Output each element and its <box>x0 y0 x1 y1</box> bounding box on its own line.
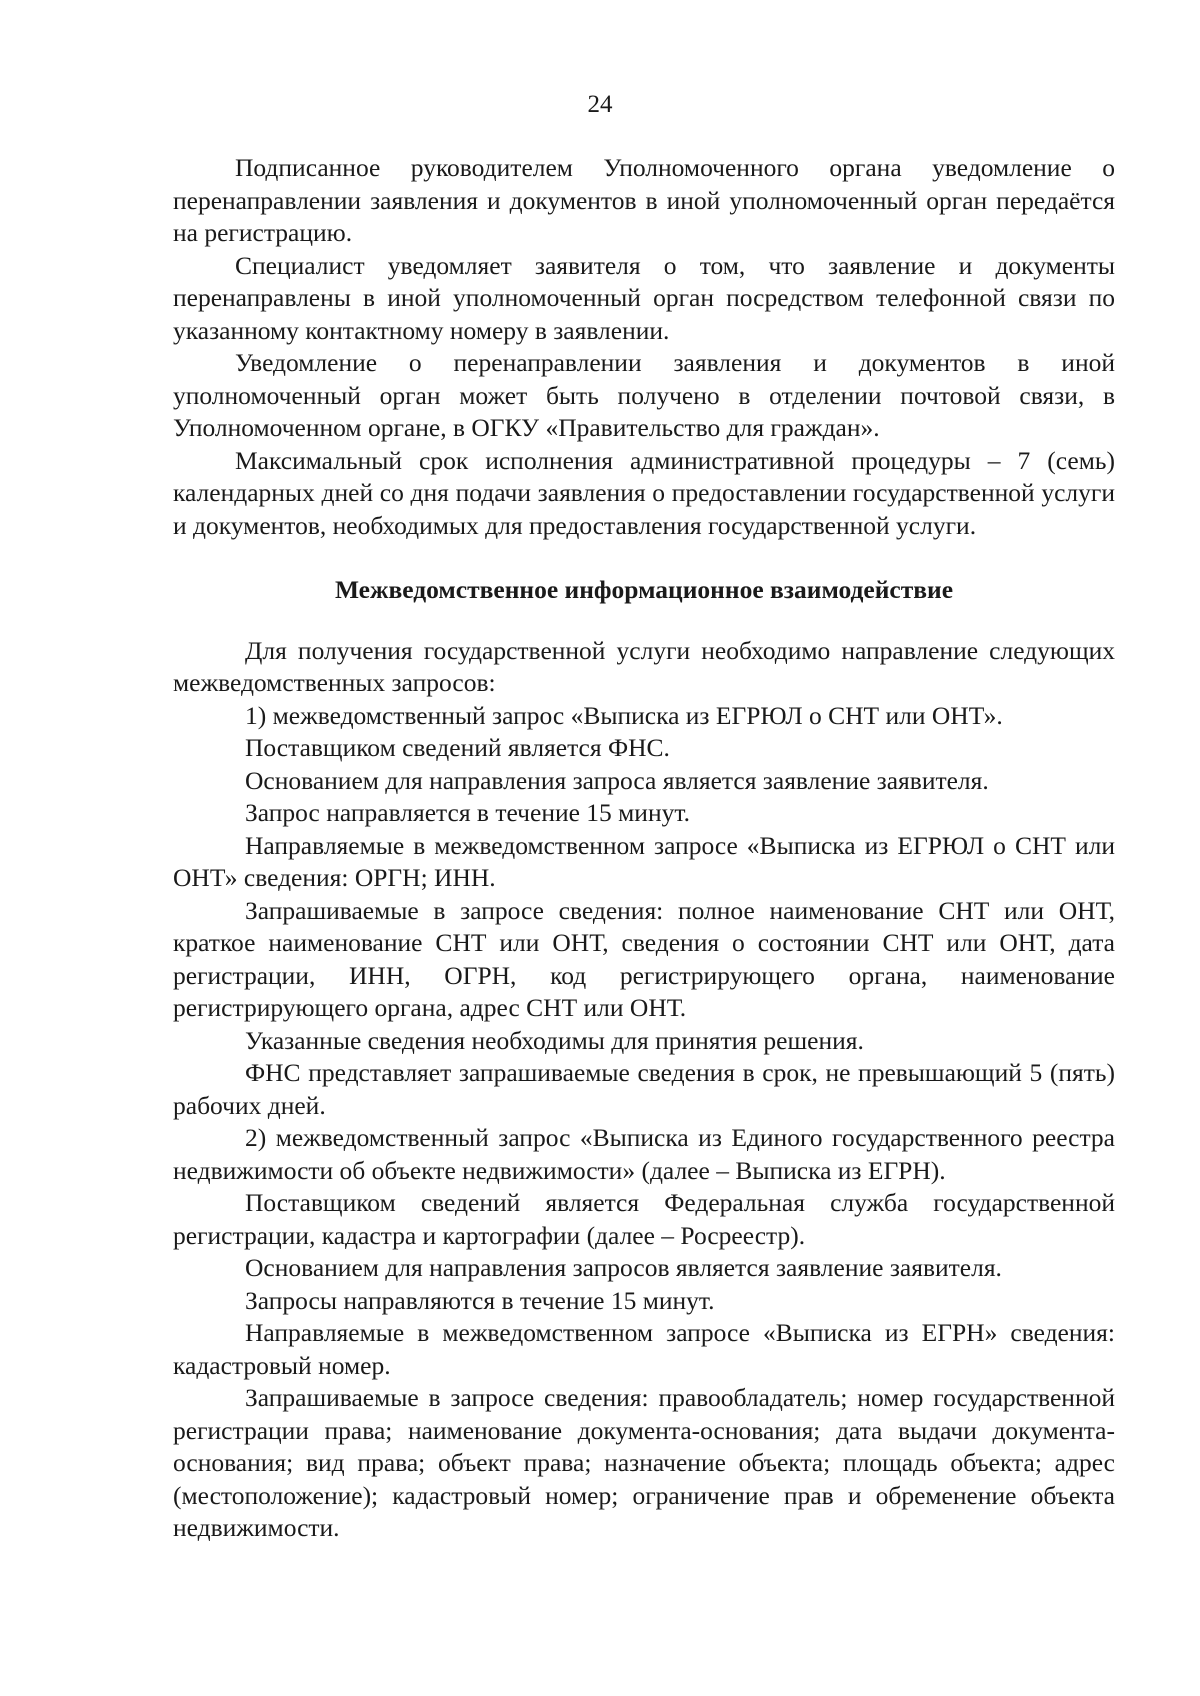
paragraph: Запрашиваемые в запросе сведения: полное наименование СНТ или ОНТ, краткое наименование СНТ или ОНТ, сведения о состоянии СНТ или ОНТ, дата регистрации, ИНН, ОГРН, код регистрирующего органа, наименование регистрирующего органа, адрес СНТ или ОНТ. <box>173 895 1115 1022</box>
paragraph: Основанием для направления запроса является заявление заявителя. <box>245 765 989 795</box>
list-item: 1) межведомственный запрос «Выписка из ЕГРЮЛ о СНТ или ОНТ». <box>245 700 1003 730</box>
paragraph: Поставщиком сведений является Федеральная служба государственной регистрации, кадастра и картографии (далее – Росреестр). <box>173 1188 1115 1250</box>
section-heading: Межведомственное информационное взаимодействие <box>334 575 954 604</box>
paragraph: Направляемые в межведомственном запросе «Выписка из ЕГРН» сведения: кадастровый номер. <box>173 1318 1115 1380</box>
paragraph: Запрос направляется в течение 15 минут. <box>245 798 690 827</box>
paragraph: Запросы направляются в течение 15 минут. <box>245 1285 715 1315</box>
page-number: 24 <box>587 91 613 118</box>
paragraph: Уведомление о перенаправлении заявления и документов в иной уполномоченный орган может быть получено в отделении почтовой связи, в Уполномоченном органе, в ОГКУ «Правительство для граждан». <box>173 348 1115 442</box>
paragraph: Указанные сведения необходимы для принятия решения. <box>245 1025 864 1055</box>
paragraph: Поставщиком сведений является ФНС. <box>245 733 670 762</box>
list-item: 2) межведомственный запрос «Выписка из Единого государственного реестра недвижимости об объекте недвижимости» (далее – Выписка из ЕГРН). <box>173 1123 1115 1185</box>
paragraph: Подписанное руководителем Уполномоченного органа уведомление о перенаправлении заявления и документов в иной уполномоченный орган передаётся на регистрацию. <box>173 153 1115 247</box>
document-body <box>173 152 1115 1545</box>
paragraph: Максимальный срок исполнения административной процедуры – 7 (семь) календарных дней со дня подачи заявления о предоставлении государственной услуги и документов, необходимых для предоставления государственной услуги. <box>173 445 1115 540</box>
paragraph: ФНС представляет запрашиваемые сведения в срок, не превышающий 5 (пять) рабочих дней. <box>173 1058 1115 1120</box>
paragraph: Направляемые в межведомственном запросе «Выписка из ЕГРЮЛ о СНТ или ОНТ» сведения: ОРГН; ИНН. <box>173 830 1115 892</box>
paragraph: Основанием для направления запросов является заявление заявителя. <box>245 1253 1002 1282</box>
paragraph: Специалист уведомляет заявителя о том, что заявление и документы перенаправлены в иной уполномоченный орган посредством телефонной связи по указанному контактному номеру в заявлении. <box>173 250 1115 345</box>
paragraph: Для получения государственной услуги необходимо направление следующих межведомственных запросов: <box>173 635 1115 697</box>
paragraph: Запрашиваемые в запросе сведения: правообладатель; номер государственной регистрации права; наименование документа-основания; дата выдачи документа-основания; вид права; объект права; назначение объекта; площадь объекта; адрес (местоположение); кадастровый номер; ограничение прав и обременение объекта недвижимости. <box>173 1383 1115 1542</box>
